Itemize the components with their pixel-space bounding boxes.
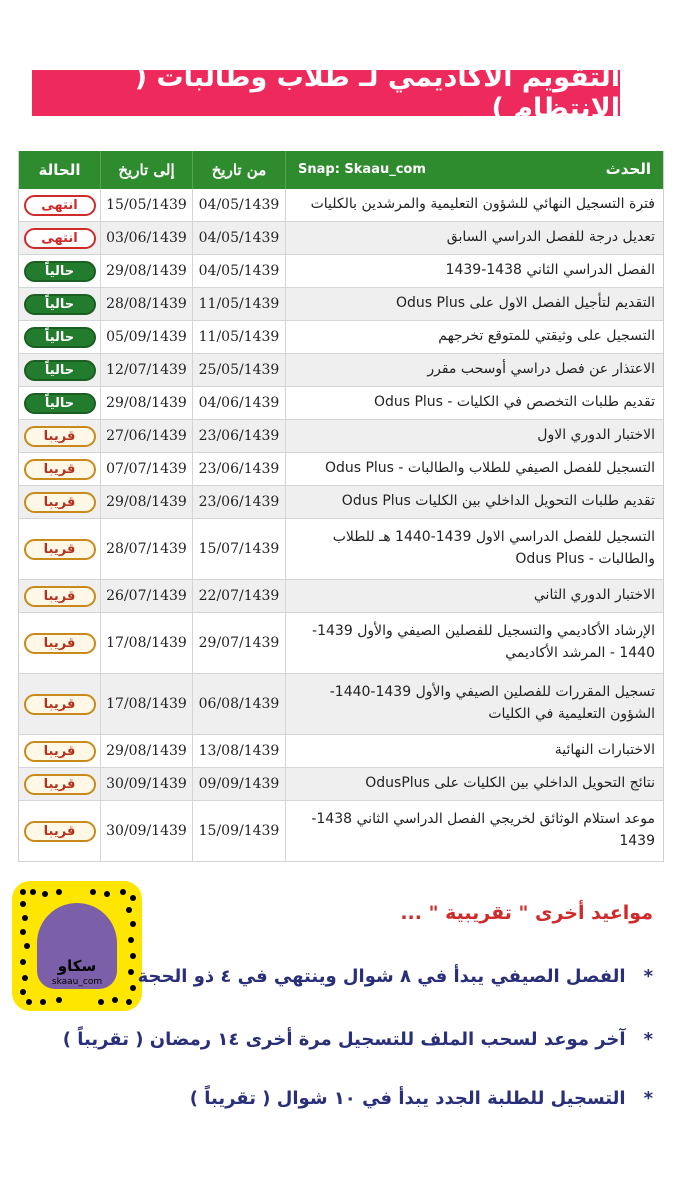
to-date: 15/05/1439 (100, 189, 192, 221)
event-cell (285, 255, 663, 287)
table-row (19, 453, 663, 486)
from-date: 22/07/1439 (192, 580, 285, 612)
to-date: 29/08/1439 (100, 486, 192, 518)
status-badge: حالياً (24, 327, 96, 348)
from-date: 23/06/1439 (192, 453, 285, 485)
status-cell (19, 735, 100, 767)
event-cell (285, 486, 663, 518)
table-row (19, 387, 663, 420)
snapcode-dot (112, 997, 118, 1003)
from-date: 23/06/1439 (192, 420, 285, 452)
table-row (19, 288, 663, 321)
note-item (138, 966, 653, 987)
snapcode-dot (22, 915, 28, 921)
status-cell (19, 387, 100, 419)
to-date: 12/07/1439 (100, 354, 192, 386)
snapcode-dot (42, 891, 48, 897)
note-item (63, 1029, 653, 1050)
to-date: 30/09/1439 (100, 801, 192, 861)
header-event-cell (285, 151, 663, 189)
table-row (19, 189, 663, 222)
status-badge: حالياً (24, 261, 96, 282)
status-badge: قريبا (24, 821, 96, 842)
snapcode-dot (98, 999, 104, 1005)
table-row (19, 420, 663, 453)
event-text: تعديل درجة للفصل الدراسي السابق (446, 229, 655, 246)
note-text: الفصل الصيفي يبدأ في ٨ شوال وينتهي في ٤ ذو الحجة (137, 966, 626, 987)
bullet-icon: * (643, 1088, 653, 1109)
to-date: 17/08/1439 (100, 674, 192, 734)
snapcode-dot (20, 929, 26, 935)
event-text: تقديم طلبات التخصص في الكليات - Odus Plus (373, 394, 655, 411)
snapcode-name: سكاو (57, 957, 97, 975)
snapcode-dot (126, 999, 132, 1005)
to-date: 29/08/1439 (100, 255, 192, 287)
to-date: 05/09/1439 (100, 321, 192, 353)
from-date: 06/08/1439 (192, 674, 285, 734)
event-text: الاعتذار عن فصل دراسي أوسحب مقرر (427, 361, 655, 378)
snapcode-dot (104, 891, 110, 897)
from-date: 04/05/1439 (192, 222, 285, 254)
from-date: 29/07/1439 (192, 613, 285, 673)
event-cell (285, 354, 663, 386)
snapcode-dot (130, 895, 136, 901)
note-text: آخر موعد لسحب الملف للتسجيل مرة أخرى ١٤ رمضان ( تقريباً ) (62, 1029, 626, 1050)
event-text: الاختبار الدوري الاول (537, 427, 655, 444)
status-cell (19, 674, 100, 734)
event-cell (285, 189, 663, 221)
snapcode-dot (30, 889, 36, 895)
snapcode-dot (128, 937, 134, 943)
status-cell (19, 189, 100, 221)
snapcode-dot (26, 999, 32, 1005)
status-badge: انتهى (24, 195, 96, 216)
to-date: 28/07/1439 (100, 519, 192, 579)
event-text: الاختبارات النهائية (554, 742, 655, 759)
table-row (19, 255, 663, 288)
status-cell (19, 486, 100, 518)
status-cell (19, 321, 100, 353)
status-badge: قريبا (24, 694, 96, 715)
status-badge: انتهى (24, 228, 96, 249)
status-cell (19, 354, 100, 386)
snapcode-dot (90, 889, 96, 895)
header-event: الحدث (605, 160, 651, 179)
event-cell (285, 222, 663, 254)
snapcode-dot (126, 907, 132, 913)
status-cell (19, 768, 100, 800)
note-item (190, 1088, 653, 1109)
status-cell (19, 519, 100, 579)
table-row (19, 674, 663, 735)
to-date: 27/06/1439 (100, 420, 192, 452)
status-cell (19, 613, 100, 673)
bullet-icon: * (643, 966, 653, 987)
status-cell (19, 222, 100, 254)
status-badge: قريبا (24, 492, 96, 513)
status-badge: قريبا (24, 586, 96, 607)
to-date: 29/08/1439 (100, 735, 192, 767)
event-cell (285, 387, 663, 419)
event-text: الفصل الدراسي الثاني 1438-1439 (445, 262, 655, 279)
event-text: التسجيل على وثيقتي للمتوقع تخرجهم (438, 328, 655, 345)
event-cell (285, 580, 663, 612)
event-text: نتائج التحويل الداخلي بين الكليات على OdusPlus (365, 775, 655, 792)
snapcode-dot (120, 889, 126, 895)
from-date: 15/09/1439 (192, 801, 285, 861)
to-date: 17/08/1439 (100, 613, 192, 673)
event-text: موعد استلام الوثائق لخريجي الفصل الدراسي الثاني 1438-1439 (311, 811, 655, 849)
from-date: 04/06/1439 (192, 387, 285, 419)
event-text: الإرشاد الأكاديمي والتسجيل للفصلين الصيفي والأول 1439-1440 - المرشد الأكاديمي (312, 623, 655, 661)
event-text: فترة التسجيل النهائي للشؤون التعليمية والمرشدين بالكليات (310, 196, 655, 213)
status-cell (19, 288, 100, 320)
header-to: إلى تاريخ (100, 151, 192, 189)
event-cell (285, 453, 663, 485)
note-text: التسجيل للطلبة الجدد يبدأ في ١٠ شوال ( تقريباً ) (189, 1088, 626, 1109)
event-text: تسجيل المقررات للفصلين الصيفي والأول 1439-1440- الشؤون التعليمية في الكليات (329, 684, 655, 722)
page-title: التقويم الأكاديمي لـ طلاب وطالبات ( الانتظام ) (32, 70, 620, 116)
table-row (19, 519, 663, 580)
status-cell (19, 453, 100, 485)
table-row (19, 580, 663, 613)
from-date: 13/08/1439 (192, 735, 285, 767)
calendar-table (18, 151, 664, 862)
status-badge: قريبا (24, 459, 96, 480)
header-snap-label: Snap: Skaau_com (298, 161, 426, 177)
snapcode-dot (20, 889, 26, 895)
event-cell (285, 768, 663, 800)
status-badge: قريبا (24, 426, 96, 447)
snapcode-dot (40, 999, 46, 1005)
status-cell (19, 420, 100, 452)
from-date: 11/05/1439 (192, 288, 285, 320)
to-date: 07/07/1439 (100, 453, 192, 485)
event-cell (285, 420, 663, 452)
event-text: التقديم لتأجيل الفصل الاول على Odus Plus (396, 295, 655, 312)
from-date: 15/07/1439 (192, 519, 285, 579)
status-badge: قريبا (24, 633, 96, 654)
status-cell (19, 255, 100, 287)
event-cell (285, 519, 663, 579)
event-text: التسجيل للفصل الصيفي للطلاب والطالبات - Odus Plus (324, 460, 655, 477)
snapcode-dot (20, 901, 26, 907)
event-text: تقديم طلبات التحويل الداخلي بين الكليات Odus Plus (341, 493, 655, 510)
event-cell (285, 321, 663, 353)
snapcode (12, 881, 142, 1011)
table-row (19, 354, 663, 387)
from-date: 11/05/1439 (192, 321, 285, 353)
from-date: 04/05/1439 (192, 189, 285, 221)
table-row (19, 768, 663, 801)
status-badge: قريبا (24, 539, 96, 560)
table-body (19, 189, 663, 862)
table-row (19, 486, 663, 519)
table-row (19, 735, 663, 768)
from-date: 09/09/1439 (192, 768, 285, 800)
snapcode-handle: skaau_com (51, 977, 103, 987)
status-badge: حالياً (24, 360, 96, 381)
status-cell (19, 801, 100, 861)
bullet-icon: * (643, 1029, 653, 1050)
to-date: 03/06/1439 (100, 222, 192, 254)
snapcode-dot (24, 943, 30, 949)
header-from: من تاريخ (192, 151, 285, 189)
from-date: 04/05/1439 (192, 255, 285, 287)
from-date: 23/06/1439 (192, 486, 285, 518)
status-badge: حالياً (24, 393, 96, 414)
to-date: 28/08/1439 (100, 288, 192, 320)
event-text: الاختبار الدوري الثاني (533, 587, 655, 604)
from-date: 25/05/1439 (192, 354, 285, 386)
event-cell (285, 735, 663, 767)
table-row (19, 321, 663, 354)
event-text: التسجيل للفصل الدراسي الاول 1439-1440 هـ للطلاب والطالبات - Odus Plus (332, 529, 655, 567)
to-date: 29/08/1439 (100, 387, 192, 419)
event-cell (285, 288, 663, 320)
table-row (19, 613, 663, 674)
snapcode-dot (56, 997, 62, 1003)
status-badge: قريبا (24, 774, 96, 795)
event-cell (285, 613, 663, 673)
other-dates-title: مواعيد أخرى " تقريبية " ... (400, 902, 653, 924)
snapcode-dot (56, 889, 62, 895)
table-row (19, 222, 663, 255)
table-row (19, 801, 663, 862)
status-cell (19, 580, 100, 612)
status-badge: حالياً (24, 294, 96, 315)
event-cell (285, 674, 663, 734)
to-date: 26/07/1439 (100, 580, 192, 612)
to-date: 30/09/1439 (100, 768, 192, 800)
header-status: الحالة (38, 161, 81, 179)
snapcode-dot (20, 989, 26, 995)
table-header (19, 151, 663, 189)
event-cell (285, 801, 663, 861)
snapcode-dot (130, 921, 136, 927)
status-badge: قريبا (24, 741, 96, 762)
